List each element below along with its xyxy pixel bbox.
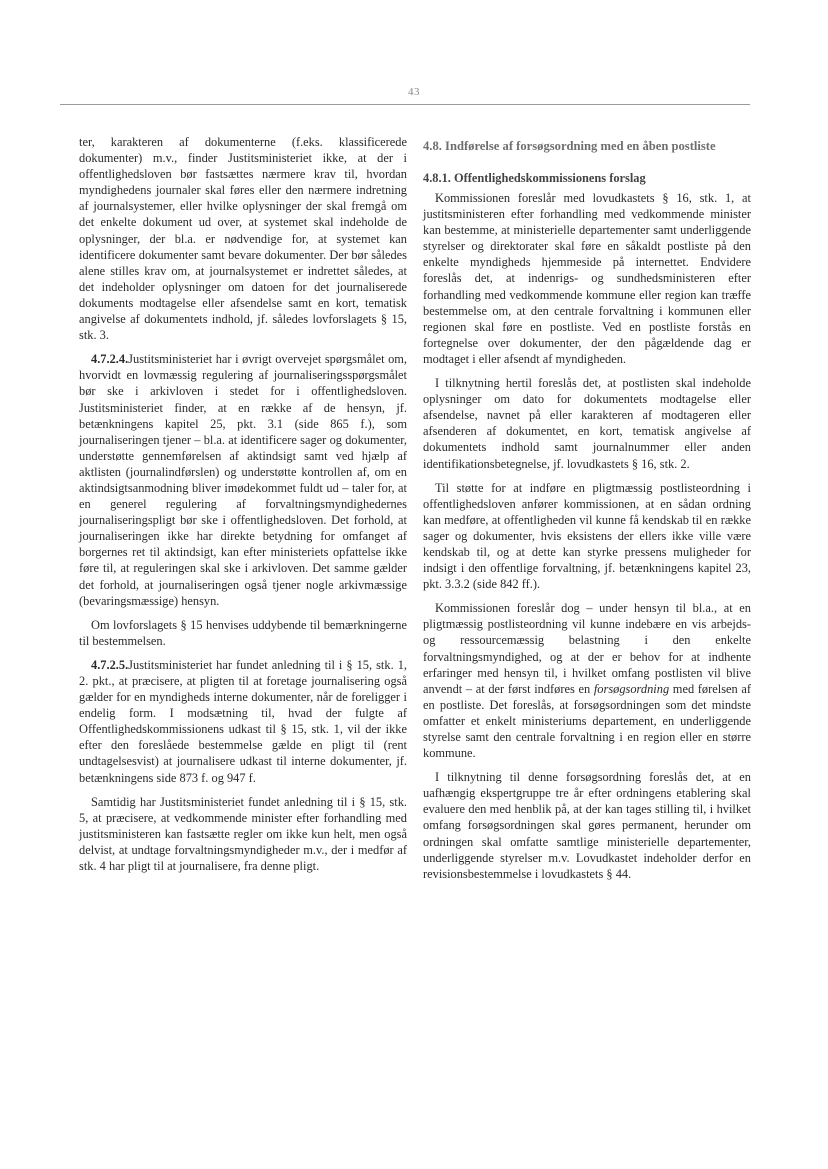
left-paragraph-2 — [79, 351, 407, 609]
right-paragraph-4-text-a: Kommissionen foreslår dog – under hensyn til bl.a., at en pligtmæssig postlisteordning vil kunne indebære en vis arbejds- og ressourcemæssig belastning i den enkelte forvaltningsmyndighed, og at der er behov for at indhente erfaringer med hensyn til, i hvilket omfang postlisten vil blive anvendt – at der først indføres en — [423, 601, 751, 696]
left-paragraph-3: Om lovforslagets § 15 henvises uddybende til bemærkningerne til bestemmelsen. — [79, 617, 407, 648]
right-column — [423, 134, 751, 890]
header-rule — [60, 104, 750, 105]
left-paragraph-1: ter, karakteren af dokumenterne (f.eks. klassificerede dokumenter) m.v., finder Justitsministeriet ikke, at der i offentlighedsloven bør fastsættes nærmere krav til, hvordan myndighedens journaler skal føres eller den nærmere indretning af journalsystemer, eller hvilke oplysninger der skal fremgå om det enkelte dokument ud over, at systemet skal indeholde de oplysninger, der bl.a. er nødvendige for, at systemet kan identificere dokumenter samt bevare dokumenter. Der bør således alene stilles krav om, at journalsystemet er indrettet således, at det indeholder oplysninger om datoen for det journaliserede dokuments modtagelse eller afsendelse samt en kort, tematisk angivelse af dokumentets indhold, jf. således lovforslagets § 15, stk. 3. — [79, 135, 407, 343]
right-paragraph-5: I tilknytning til denne forsøgsordning foreslås det, at en uafhængig ekspertgruppe tre år efter ordningens etablering skal evaluere den med henblik på, at der kan tages stilling til, i hvilket omfang forsøgsordningen skal gøres permanent, herunder om ordningen skal omfatte samtlige ministerielle departementer, underliggende styrelser m.v. Lovudkastet indeholder derfor en revisionsbestemmelse i lovudkastets § 44. — [423, 770, 751, 881]
section-number-4-7-2-4: 4.7.2.4. — [91, 352, 129, 367]
right-paragraph-2: I tilknytning hertil foreslås det, at postlisten skal indeholde oplysninger om dato for dokumentets modtagelse eller afsendelse, navnet på eller karakteren af modtageren eller afsenderen af dokumentet, en kort, tematisk angivelse af dokumentets indhold samt journalnummer eller anden identifikationsbetegnelse, jf. lovudkastets § 16, stk. 2. — [423, 376, 751, 471]
page-number: 43 — [408, 86, 420, 98]
right-paragraph-3: Til støtte for at indføre en pligtmæssig postlisteordning i offentlighedsloven anfører kommissionen, at en sådan ordning kan medføre, at offentligheden vil kunne få kendskab til en række sager og dokumenter, hvis eksistens der ellers ikke ville være kendskab til, og at dette kan styrke pressens muligheder for indsigt i den offentlige forvaltning, jf. betænkningens kapitel 23, pkt. 3.3.2 (side 842 ff.). — [423, 480, 751, 592]
left-paragraph-4 — [79, 657, 407, 786]
section-heading-4-8: 4.8. Indførelse af forsøgsordning med en åben postliste — [423, 139, 716, 153]
left-paragraph-4-text: Justitsministeriet har fundet anledning til i § 15, stk. 1, 2. pkt., at præcisere, at pligten til at foretage journalisering også gælder for en myndigheds interne dokumenter, når de foreligger i endelig form. I modsætning til, hvad der fulgte af Offentlighedskommissionens udkast til § 15, stk. 1, vil der ikke efter den foreslåede bestemmelse gælde en pligt til (rent undtagelsesvist) at journalisere udkast til interne dokumenter, jf. betænkningens side 873 f. og 947 f. — [79, 657, 407, 785]
left-column — [79, 134, 407, 882]
subsection-heading-4-8-1: 4.8.1. Offentlighedskommissionens forslag — [423, 171, 646, 185]
right-paragraph-4 — [423, 600, 751, 761]
section-number-4-7-2-5: 4.7.2.5. — [91, 657, 129, 672]
left-paragraph-5: Samtidig har Justitsministeriet fundet anledning til i § 15, stk. 5, at præcisere, at vedkommende minister efter forhandling med justitsministeren kan fastsætte regler om ikke kun helt, men også delvist, at undtage forvaltningsmyndigheder m.v., der i medfør af stk. 4 har pligt til at journalisere, fra denne pligt. — [79, 794, 407, 874]
right-paragraph-4-text-b: med førelsen af en postliste. Det foreslås, at forsøgsordningen som det mindste omfatter et enkelt ministeriums departement, en underliggende styrelse samt den centrale forvaltning i en region eller en større kommune. — [423, 681, 752, 761]
emphasis-forsoegsordning: forsøgsordning — [593, 681, 670, 696]
left-paragraph-2-text: Justitsministeriet har i øvrigt overvejet spørgsmålet om, hvorvidt en lovmæssig regulering af journaliseringsspørgsmålet bør ske i arkivloven i stedet for i offentlighedsloven. Justitsministeriet finder, at en række af de hensyn, jf. betænkningens kapitel 25, pkt. 3.1 (side 865 f.), som journaliseringen tjener – bl.a. at identificere sager og dokumenter, understøtte gennemførelsen af aktindsigt samt ved hjælp af aktlisten (journalindførslen) og understøtte kontrollen af, om en aktindsigtsanmodning bliver imødekommet fuldt ud – taler for, at en generel regulering af forvaltningsmyndighedernes journaliseringspligt bør ske i offentlighedsloven. Det forhold, at journaliseringen ikke har direkte betydning for omfanget af borgernes ret til aktindsigt, kan efter ministeriets opfattelse ikke føre til, at reguleringen skal ske i arkivloven. Det samme gælder det forhold, at journaliseringen også tjener nogle arkivmæssige (bevaringsmæssige) hensyn. — [79, 352, 407, 608]
right-paragraph-1: Kommissionen foreslår med lovudkastets § 16, stk. 1, at justitsministeren efter forhandling med vedkommende minister kan bestemme, at ministerielle departementer samt underliggende styrelser og direktorater skal føre en såkaldt postliste på den enkelte myndigheds hjemmeside på internettet. Endvidere foreslås det, at indenrigs- og sundhedsministeren efter forhandling med vedkommende kommune eller region kan træffe bestemmelse om, at den centrale forvaltning i kommunen eller regionen skal føre en postliste. Ved en postliste forstås en fortegnelse over dokumenter, der den pågældende dag er modtaget i eller afsendt af myndigheden. — [423, 191, 751, 366]
